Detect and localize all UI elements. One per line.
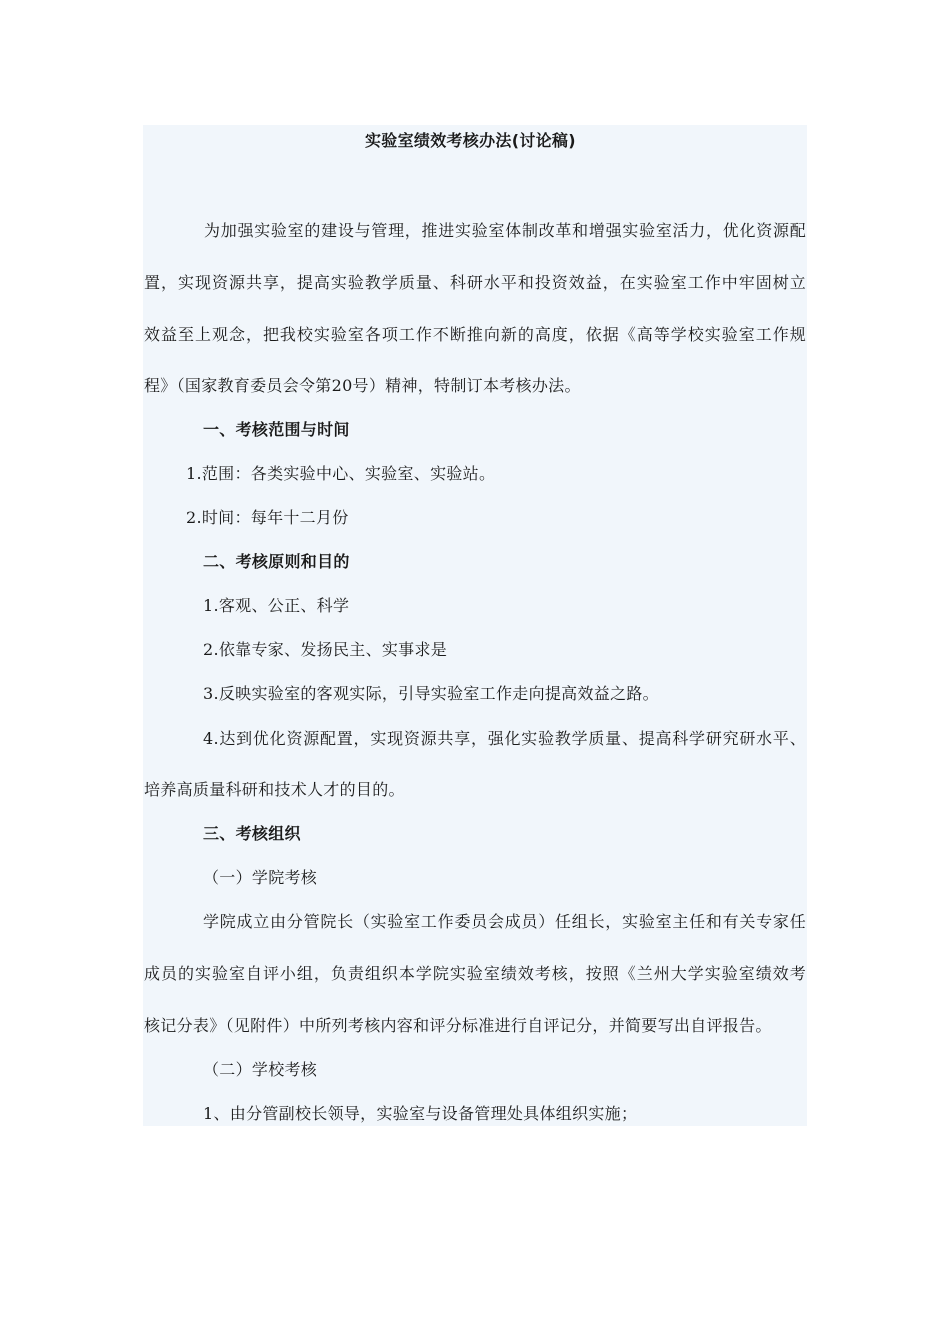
section-2-heading: 二、考核原则和目的 [203,552,350,571]
section-1-item-2: 2.时间：每年十二月份 [186,508,349,527]
section-3-sub-1-line-1: 学院成立由分管院长（实验室工作委员会成员）任组长，实验室主任和有关专家任 [203,912,806,931]
intro-line-1: 为加强实验室的建设与管理，推进实验室体制改革和增强实验室活力，优化资源配 [204,221,806,240]
section-1-item-1: 1.范围：各类实验中心、实验室、实验站。 [186,464,496,483]
document-title: 实验室绩效考核办法(讨论稿) [365,131,576,150]
section-1-heading: 一、考核范围与时间 [203,420,350,439]
section-3-sub-1-line-3: 核记分表》（见附件）中所列考核内容和评分标准进行自评记分，并简要写出自评报告。 [144,1016,772,1035]
section-3-heading: 三、考核组织 [203,824,301,843]
section-2-item-1: 1.客观、公正、科学 [203,596,350,615]
section-2-item-2: 2.依靠专家、发扬民主、实事求是 [203,640,448,659]
intro-line-3: 效益至上观念，把我校实验室各项工作不断推向新的高度，依据《高等学校实验室工作规 [144,325,806,344]
section-3-sub-2-item-1: 1、由分管副校长领导，实验室与设备管理处具体组织实施； [203,1104,638,1123]
section-3-sub-1-line-2: 成员的实验室自评小组，负责组织本学院实验室绩效考核，按照《兰州大学实验室绩效考 [144,964,806,983]
section-2-item-3: 3.反映实验室的客观实际，引导实验室工作走向提高效益之路。 [203,684,659,703]
section-2-item-4-line-1: 4.达到优化资源配置，实现资源共享，强化实验教学质量、提高科学研究研水平、 [203,729,806,748]
intro-line-4: 程》（国家教育委员会令第20号）精神，特制订本考核办法。 [144,376,581,395]
section-3-sub-2-heading: （二）学校考核 [203,1060,318,1079]
section-3-sub-1-heading: （一）学院考核 [203,868,318,887]
section-2-item-4-line-2: 培养高质量科研和技术人才的目的。 [144,780,405,799]
intro-line-2: 置，实现资源共享，提高实验教学质量、科研水平和投资效益，在实验室工作中牢固树立 [144,273,806,292]
